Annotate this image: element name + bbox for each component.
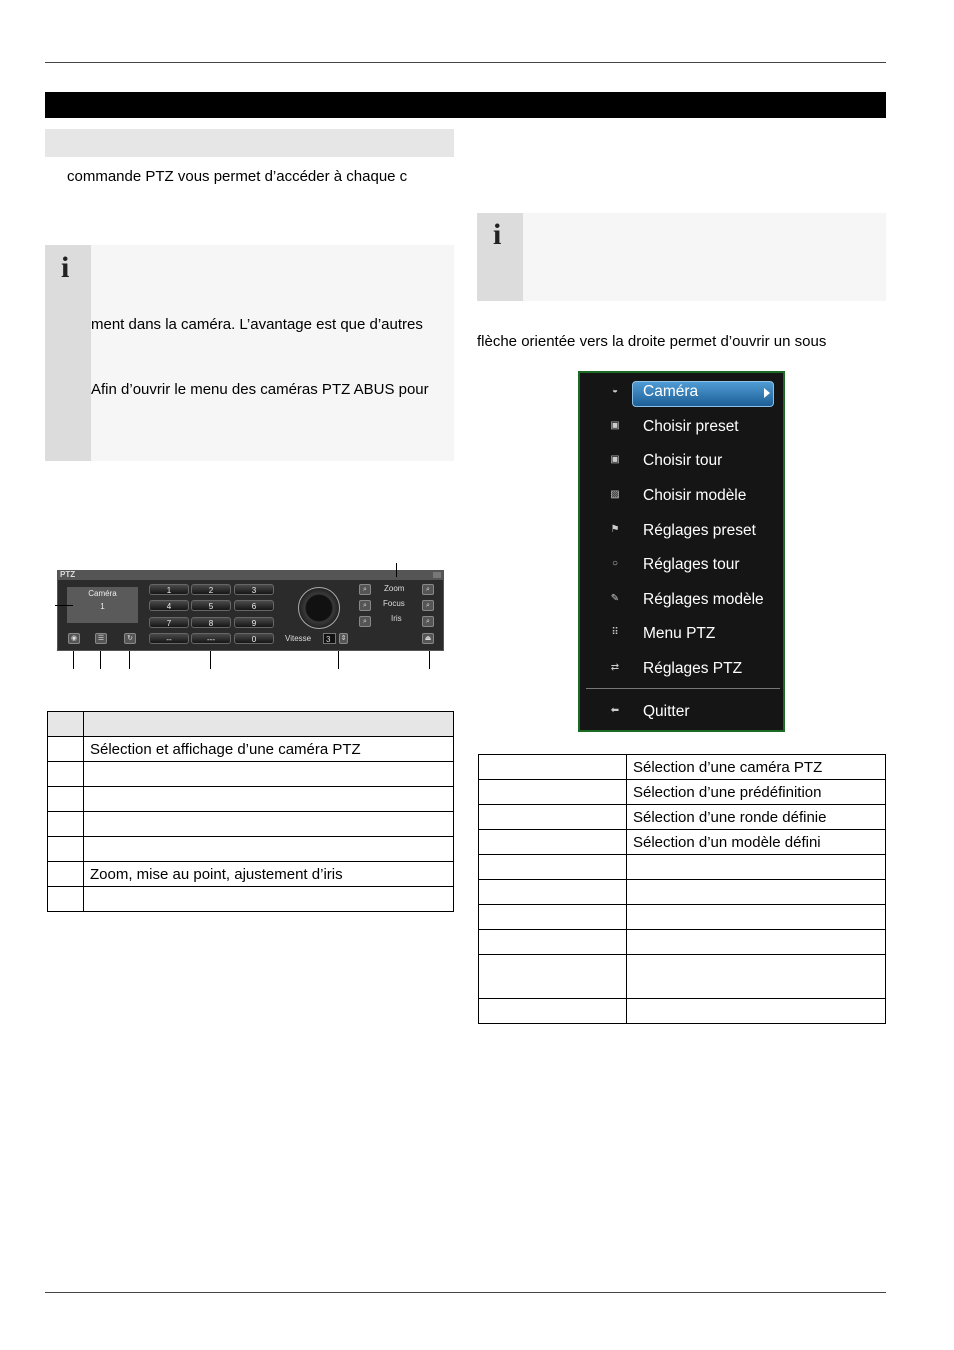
- menu-item-choose-preset[interactable]: [580, 412, 783, 442]
- menu-item-choose-tour[interactable]: [580, 446, 783, 476]
- cycle-icon: ○: [611, 558, 619, 569]
- menu-item-camera[interactable]: [580, 377, 783, 407]
- table-row: [479, 855, 886, 880]
- back-arrow-icon: ⬅: [610, 705, 620, 716]
- key-4[interactable]: 4: [149, 600, 189, 611]
- table-row: [48, 887, 454, 912]
- menu-item-pattern-settings[interactable]: [580, 585, 783, 615]
- info-text-line: ment dans la caméra. L’avantage est que d’autres: [91, 316, 423, 333]
- menu-item-label: Réglages modèle: [643, 591, 764, 608]
- ptz-elements-table: [47, 711, 454, 912]
- minimize-icon[interactable]: [433, 572, 441, 578]
- zoom-in-icon[interactable]: ⌕: [422, 584, 434, 595]
- key-0[interactable]: 0: [234, 633, 274, 644]
- pattern-icon: ▨: [610, 489, 620, 500]
- list-icon[interactable]: ☰: [95, 633, 107, 644]
- flag-icon: ⚑: [610, 524, 620, 535]
- menu-functions-table: [478, 754, 886, 1024]
- camera-number: 1: [100, 602, 105, 611]
- pan-tilt-dial[interactable]: [298, 587, 340, 629]
- table-row: Sélection d’une ronde définie: [479, 805, 886, 830]
- info-box-left: [45, 245, 454, 461]
- speed-label: Vitesse: [285, 634, 312, 643]
- callout-line: [55, 605, 73, 606]
- callout-line: [396, 563, 397, 577]
- menu-item-quit[interactable]: [580, 697, 783, 727]
- menu-item-label: Menu PTZ: [643, 625, 716, 642]
- info-icon: i: [61, 251, 70, 284]
- iris-label: Iris: [391, 614, 402, 623]
- speed-stepper-icon[interactable]: ⇕: [340, 635, 347, 642]
- key-5[interactable]: 5: [191, 600, 231, 611]
- subsection-title-bar: [45, 129, 454, 157]
- info-icon: i: [493, 218, 502, 251]
- ptz-context-menu: [578, 371, 785, 732]
- callout-line: [429, 651, 430, 669]
- table-row: [479, 955, 886, 999]
- tour-icon: ▣: [610, 454, 620, 465]
- table-row: [479, 880, 886, 905]
- key-dashes[interactable]: ---: [191, 633, 231, 644]
- key-2[interactable]: 2: [191, 584, 231, 595]
- ptz-title: PTZ: [60, 570, 76, 579]
- table-row: [479, 905, 886, 930]
- menu-item-label: Choisir preset: [643, 418, 739, 435]
- preset-icon: ▣: [610, 420, 620, 431]
- menu-item-label: Caméra: [643, 383, 699, 400]
- submenu-arrow-icon: [764, 388, 770, 398]
- key-1[interactable]: 1: [149, 584, 189, 595]
- table-row: [48, 787, 454, 812]
- menu-item-tour-settings[interactable]: [580, 550, 783, 580]
- callout-line: [73, 651, 74, 669]
- footer-rule: [45, 1292, 886, 1293]
- menu-item-ptz-menu[interactable]: [580, 619, 783, 649]
- menu-item-preset-settings[interactable]: [580, 516, 783, 546]
- exit-icon[interactable]: ⏏: [422, 633, 434, 644]
- zoom-label: Zoom: [384, 584, 405, 593]
- menu-item-label: Réglages preset: [643, 522, 756, 539]
- table-row: [48, 762, 454, 787]
- camera-icon: ◒: [611, 385, 619, 396]
- camera-select-icon[interactable]: ◉: [68, 633, 80, 644]
- camera-display[interactable]: [67, 587, 138, 623]
- iris-open-icon[interactable]: ⌕: [422, 616, 434, 627]
- menu-item-label: Choisir tour: [643, 452, 723, 469]
- iris-close-icon[interactable]: ⌕: [359, 616, 371, 627]
- table-row: Sélection d’une prédéfinition: [479, 780, 886, 805]
- menu-item-label: Choisir modèle: [643, 487, 747, 504]
- grid-icon: ⠿: [611, 627, 619, 638]
- callout-line: [338, 651, 339, 669]
- focus-label: Focus: [383, 599, 405, 608]
- table-row: [479, 999, 886, 1024]
- menu-item-label: Réglages tour: [643, 556, 740, 573]
- table-row: Zoom, mise au point, ajustement d’iris: [48, 862, 454, 887]
- callout-line: [129, 651, 130, 669]
- table-header-row: [48, 712, 454, 737]
- key-6[interactable]: 6: [234, 600, 274, 611]
- focus-far-icon[interactable]: ⌕: [422, 600, 434, 611]
- ptz-control-panel: [57, 570, 444, 651]
- menu-separator: [586, 688, 780, 689]
- key-dash[interactable]: --: [149, 633, 189, 644]
- key-8[interactable]: 8: [191, 617, 231, 628]
- table-row: [48, 837, 454, 862]
- table-row: [48, 812, 454, 837]
- menu-item-choose-pattern[interactable]: [580, 481, 783, 511]
- speed-input[interactable]: 3: [323, 633, 336, 644]
- ptz-titlebar: [58, 571, 443, 580]
- zoom-out-icon[interactable]: ⌕: [359, 584, 371, 595]
- menu-item-label: Quitter: [643, 703, 690, 720]
- section-title-bar: [45, 92, 886, 118]
- key-9[interactable]: 9: [234, 617, 274, 628]
- table-row: [479, 930, 886, 955]
- header-rule: [45, 62, 886, 63]
- pen-icon: ✎: [610, 593, 620, 604]
- key-7[interactable]: 7: [149, 617, 189, 628]
- focus-near-icon[interactable]: ⌕: [359, 600, 371, 611]
- table-row: Sélection d’un modèle défini: [479, 830, 886, 855]
- menu-item-label: Réglages PTZ: [643, 660, 743, 677]
- intro-text: commande PTZ vous permet d’accéder à chaque c: [67, 168, 408, 185]
- submenu-text: flèche orientée vers la droite permet d’ouvrir un sous: [477, 333, 827, 350]
- settings-icon: ⇄: [610, 662, 620, 673]
- menu-item-ptz-settings[interactable]: [580, 654, 783, 684]
- table-row: Sélection et affichage d’une caméra PTZ: [48, 737, 454, 762]
- refresh-icon[interactable]: ↻: [124, 633, 136, 644]
- info-box-right: [477, 213, 886, 301]
- table-row: Sélection d’une caméra PTZ: [479, 755, 886, 780]
- callout-line: [100, 651, 101, 669]
- info-text-line: Afin d’ouvrir le menu des caméras PTZ ABUS pour: [91, 381, 429, 398]
- key-3[interactable]: 3: [234, 584, 274, 595]
- camera-label: Caméra: [88, 589, 117, 598]
- callout-line: [210, 651, 211, 669]
